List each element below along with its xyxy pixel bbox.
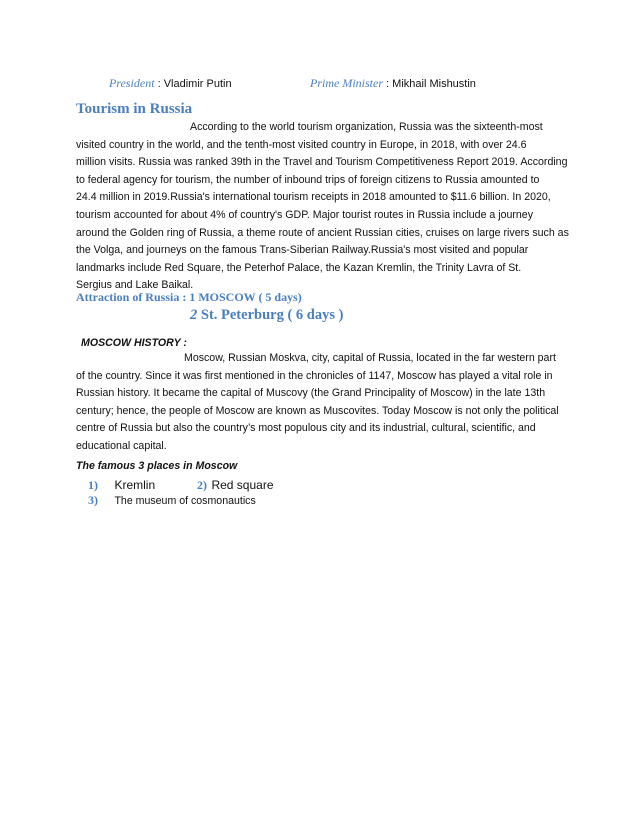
list-text: Kremlin [114,478,156,492]
list-number: 3) [88,493,98,507]
attractions-line-2 [190,307,343,324]
list-text: The museum of cosmonautics [114,495,256,507]
prime-minister-label: Prime Minister [310,76,383,90]
paragraph-line: century; hence, the people of Moscow are known as Muscovites. Today Moscow is not only the political [76,404,559,417]
paragraph-line: around the Golden ring of Russia, a theme route of ancient Russian cities, cruises on large rivers such as [76,226,569,239]
president-line [109,76,232,91]
paragraph-line: According to the world tourism organization, Russia was the sixteenth-most [190,121,543,133]
attraction-text: St. Peterburg ( 6 days ) [197,307,344,323]
tourism-paragraph [76,119,569,295]
paragraph-line: of the country. Since it was first mentioned in the chronicles of 1147, Moscow has played a vital role in [76,369,553,382]
paragraph-line: to federal agency for tourism, the number of inbound trips of foreign citizens to Russia amounted to [76,173,540,186]
list-number: 1) [88,478,98,492]
list-number: 2) [197,478,207,492]
president-separator: : [154,78,164,90]
president-label: President [109,76,155,90]
history-paragraph [76,350,566,456]
paragraph-line: the Volga, and journeys on the famous Trans-Siberian Railway.Russia's most visited and popular [76,244,529,257]
prime-minister-name: Mikhail Mishustin [392,78,476,90]
paragraph-line: Moscow, Russian Moskva, city, capital of Russia, located in the far western part [184,352,556,364]
president-name: Vladimir Putin [163,78,232,90]
paragraph-line: 24.4 million in 2019.Russia's international tourism receipts in 2018 amounted to $11.6 billion. In 2020, [76,191,551,204]
attraction-number: 2 [190,307,198,323]
paragraph-line: Russian history. It became the capital of Muscovy (the Grand Principality of Moscow) in the late 13th [76,387,546,400]
prime-minister-line [310,76,476,91]
tourism-heading: Tourism in Russia [76,101,193,117]
attractions-line-1: Attraction of Russia : 1 MOSCOW ( 5 days) [76,290,302,304]
list-text: Red square [211,478,274,492]
paragraph-line: centre of Russia but also the country’s most populous city and its industrial, cultural, scientific, and [76,422,536,435]
list-item [88,491,256,509]
famous-heading: The famous 3 places in Moscow [76,460,238,472]
paragraph-line: million visits. Russia was ranked 39th in the Travel and Tourism Competitiveness Report 2019. According [76,156,568,169]
paragraph-line: Sergius and Lake Baikal. [76,279,194,292]
paragraph-line: landmarks include Red Square, the Peterhof Palace, the Kazan Kremlin, the Trinity Lavra of St. [76,261,522,274]
paragraph-line: educational capital. [76,439,167,452]
paragraph-line: visited country in the world, and the tenth-most visited country in Europe, in 2018, with over 24.6 [76,138,527,151]
prime-minister-separator: : [383,78,393,90]
history-heading: MOSCOW HISTORY : [81,337,187,349]
paragraph-line: tourism accounted for about 4% of country's GDP. Major tourist routes in Russia include a journey [76,208,533,221]
